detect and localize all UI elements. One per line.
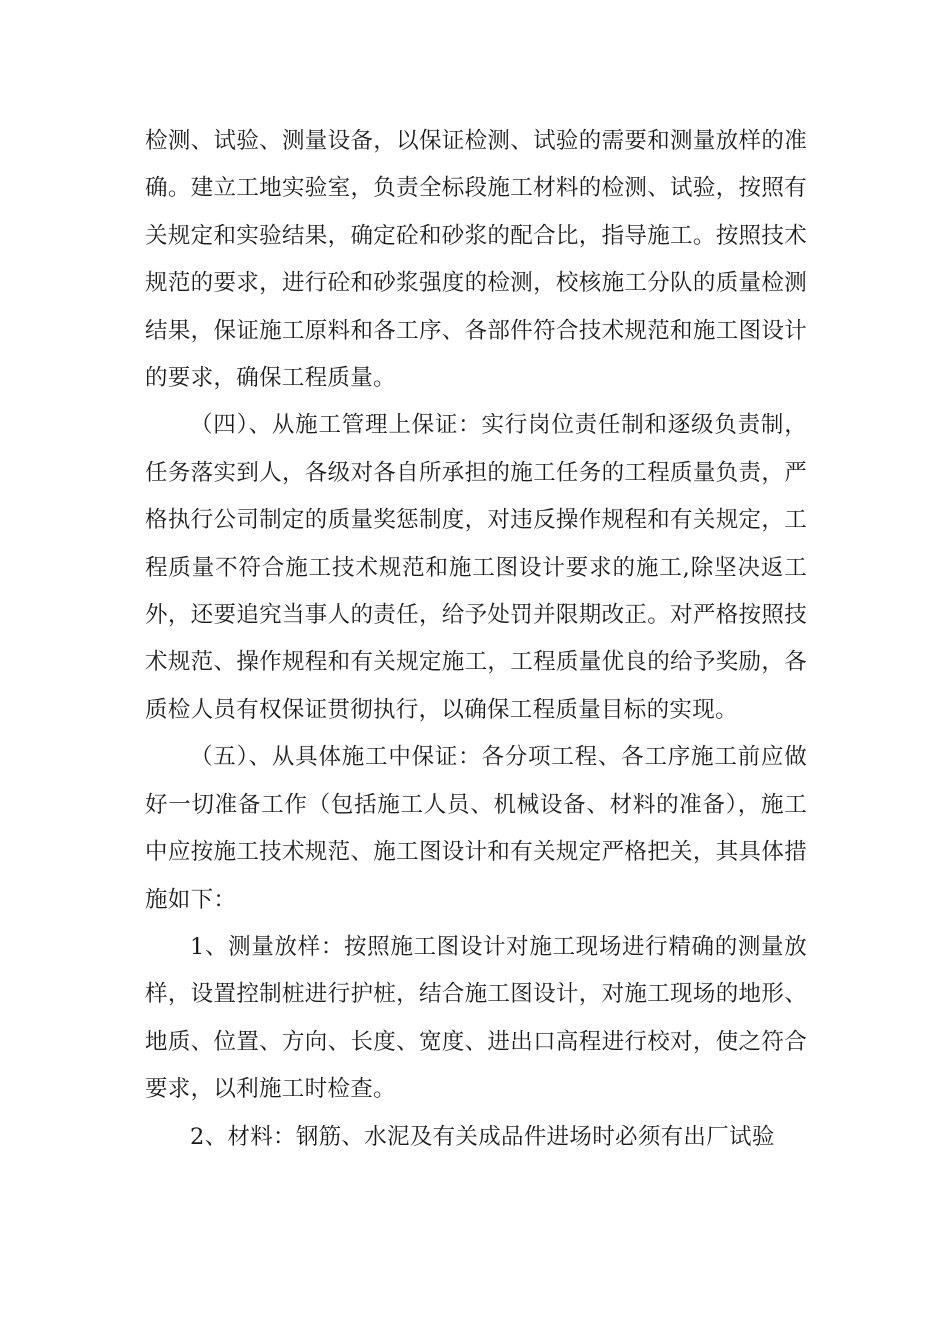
document-body <box>145 118 807 1161</box>
paragraph-construction-management: （四）、从施工管理上保证：实行岗位责任制和逐级负责制，任务落实到人，各级对各自所承担的施工任务的工程质量负责，严格执行公司制定的质量奖惩制度，对违反操作规程和有关规定，工程质量不符合施工技术规范和施工图设计要求的施工,除坚决返工外，还要追究当事人的责任，给予处罚并限期改正。对严格按照技术规范、操作规程和有关规定施工，工程质量优良的给予奖励，各质检人员有权保证贯彻执行，以确保工程质量目标的实现。 <box>145 412 807 723</box>
paragraph-testing-equipment: 检测、试验、测量设备，以保证检测、试验的需要和测量放样的准确。建立工地实验室，负责全标段施工材料的检测、试验，按照有关规定和实验结果，确定砼和砂浆的配合比，指导施工。按照技术规范的要求，进行砼和砂浆强度的检测，校核施工分队的质量检测结果，保证施工原料和各工序、各部件符合技术规范和施工图设计的要求，确保工程质量。 <box>145 128 807 392</box>
paragraph-specific-construction: （五）、从具体施工中保证：各分项工程、各工序施工前应做好一切准备工作（包括施工人员、机械设备、材料的准备），施工中应按施工技术规范、施工图设计和有关规定严格把关，其具体措施如下： <box>145 744 807 913</box>
paragraph-survey-layout: 1、测量放样：按照施工图设计对施工现场进行精确的测量放样，设置控制桩进行护桩，结合施工图设计，对施工现场的地形、地质、位置、方向、长度、宽度、进出口高程进行校对，使之符合要求，以利施工时检查。 <box>145 933 807 1103</box>
paragraph-materials: 2、材料：钢筋、水泥及有关成品件进场时必须有出厂试验 <box>190 1123 775 1150</box>
